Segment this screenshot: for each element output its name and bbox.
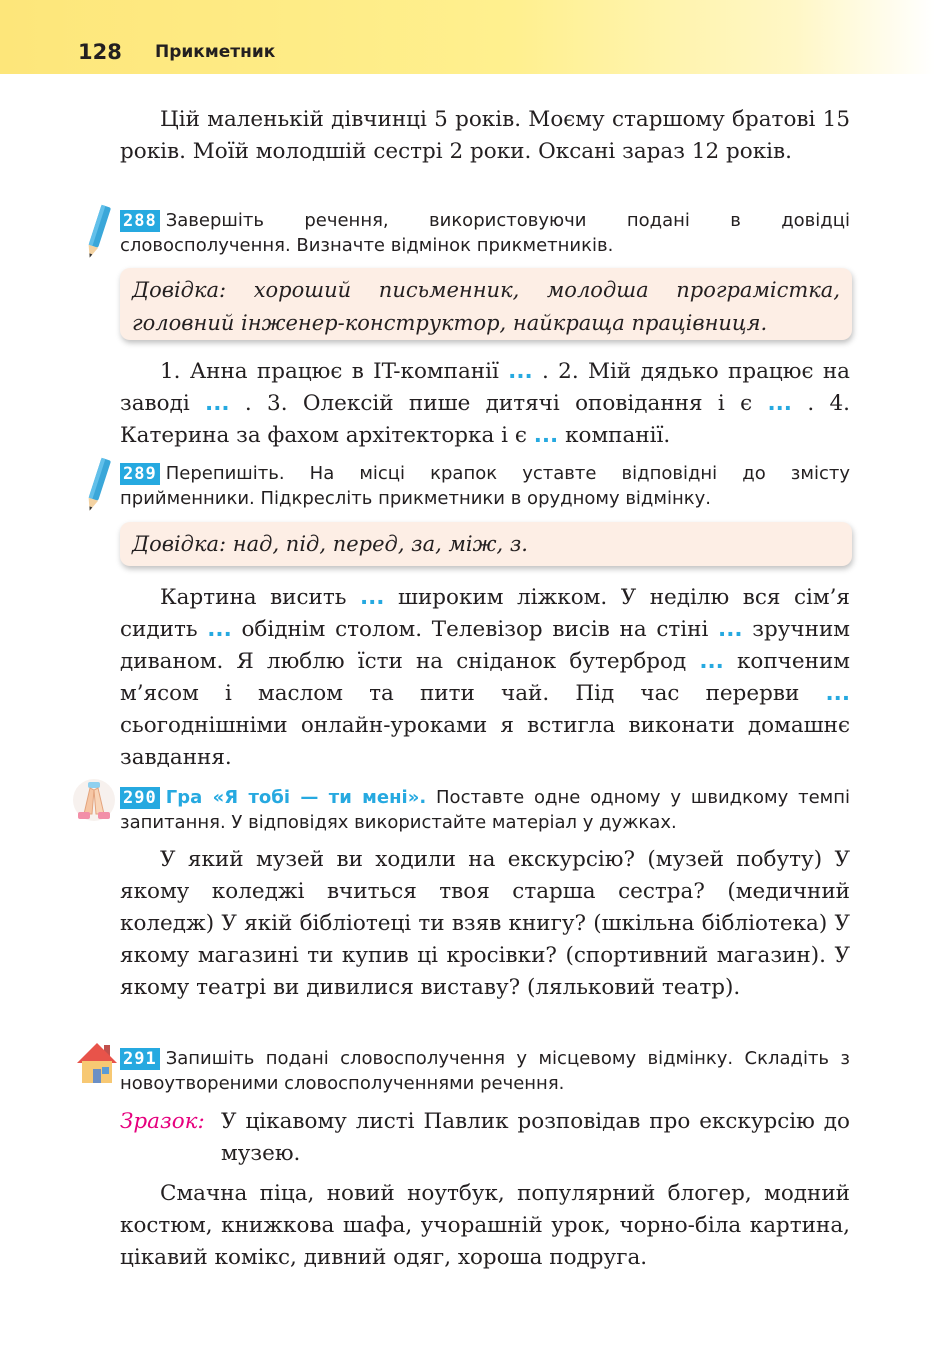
sample-text: У цікавому листі Павлик розповідав про екскурсію до музею.: [221, 1109, 850, 1166]
reference-box-289: Довідка: над, під, перед, за, між, з.: [120, 522, 852, 566]
reference-box-288: Довідка: хороший письменник, молодша програмістка, головний інженер-конструктор, найкраща працівниця.: [120, 268, 852, 340]
pencil-icon: [84, 456, 112, 514]
task-289-instruction: 289 Перепишіть. На місці крапок уставте відповідні до змісту прийменники. Підкресліть прикметники в орудному відмінку.: [120, 463, 850, 509]
intro-paragraph: Цій маленькій дівчинці 5 років. Моєму старшому братові 15 років. Моїй молодшій сестрі 2 роки. Оксані зараз 12 років.: [120, 107, 850, 164]
handshake-icon: [70, 776, 118, 822]
sample-block: [120, 1106, 850, 1170]
page-number: 128: [78, 40, 122, 64]
section-title: Прикметник: [155, 42, 276, 62]
task-number-289: 289: [120, 463, 160, 485]
task-291-text: Смачна піца, новий ноутбук, популярний блогер, модний костюм, книжкова шафа, учорашній урок, чорно-біла картина, цікавий комікс, дивний одяг, хороша подруга.: [120, 1181, 850, 1270]
task-number-291: 291: [120, 1048, 160, 1070]
blank-dots: ...: [207, 617, 232, 642]
task-289-text: Картина висить ... широким ліжком. У неділю вся сім’я сидить ... обіднім столом. Телевізор висів на стіні ... зручним диваном. Я люблю їсти на сніданок бутерброд ... копченим м’ясом і маслом та пити чай. Під час перерви ... сьогоднішніми онлайн-уроками я встигла виконати домашнє завдання.: [120, 585, 851, 770]
blank-dots: ...: [359, 585, 385, 610]
page-header: [0, 0, 935, 74]
blank-dots: ...: [508, 359, 533, 384]
task-288-instruction: 288 Завершіть речення, використовуючи подані в довідці словосполучення. Визначте відмінок прикметників.: [120, 210, 850, 256]
blank-dots: ...: [699, 649, 724, 674]
blank-dots: ...: [718, 617, 743, 642]
task-290-instruction: 290 Гра «Я тобі — ти мені». Поставте одне одному у швидкому темпі запитання. У відповідях використайте матеріал у дужках.: [120, 787, 850, 833]
task-290-text: У який музей ви ходили на екскурсію? (музей побуту) У якому коледжі вчиться твоя старша сестра? (медичний коледж) У якій бібліотеці ти взяв книгу? (шкільна бібліотека) У якому магазині ти купив ці кросівки? (спортивний магазин). У якому театрі ви дивилися виставу? (ляльковий театр).: [120, 847, 850, 1000]
pencil-icon: [84, 203, 112, 261]
sample-label: Зразок:: [120, 1109, 205, 1134]
task-number-290: 290: [120, 787, 160, 809]
task-288-sentences: 1. Анна працює в IT-компанії ... . 2. Мій дядько працює на заводі ... . 3. Олексій пише дитячі оповідання і є ... . 4. Катерина за фахом архітекторка і є ... компанії.: [120, 359, 850, 448]
house-icon: [76, 1041, 118, 1085]
blank-dots: ...: [533, 423, 559, 448]
task-number-288: 288: [120, 210, 160, 232]
blank-dots: ...: [205, 391, 230, 416]
game-title: Гра «Я тобі — ти мені».: [165, 787, 427, 808]
blank-dots: ...: [825, 681, 850, 706]
task-291-instruction: 291 Запишіть подані словосполучення у місцевому відмінку. Складіть з новоутвореними словосполученнями речення.: [120, 1048, 850, 1094]
blank-dots: ...: [767, 391, 792, 416]
